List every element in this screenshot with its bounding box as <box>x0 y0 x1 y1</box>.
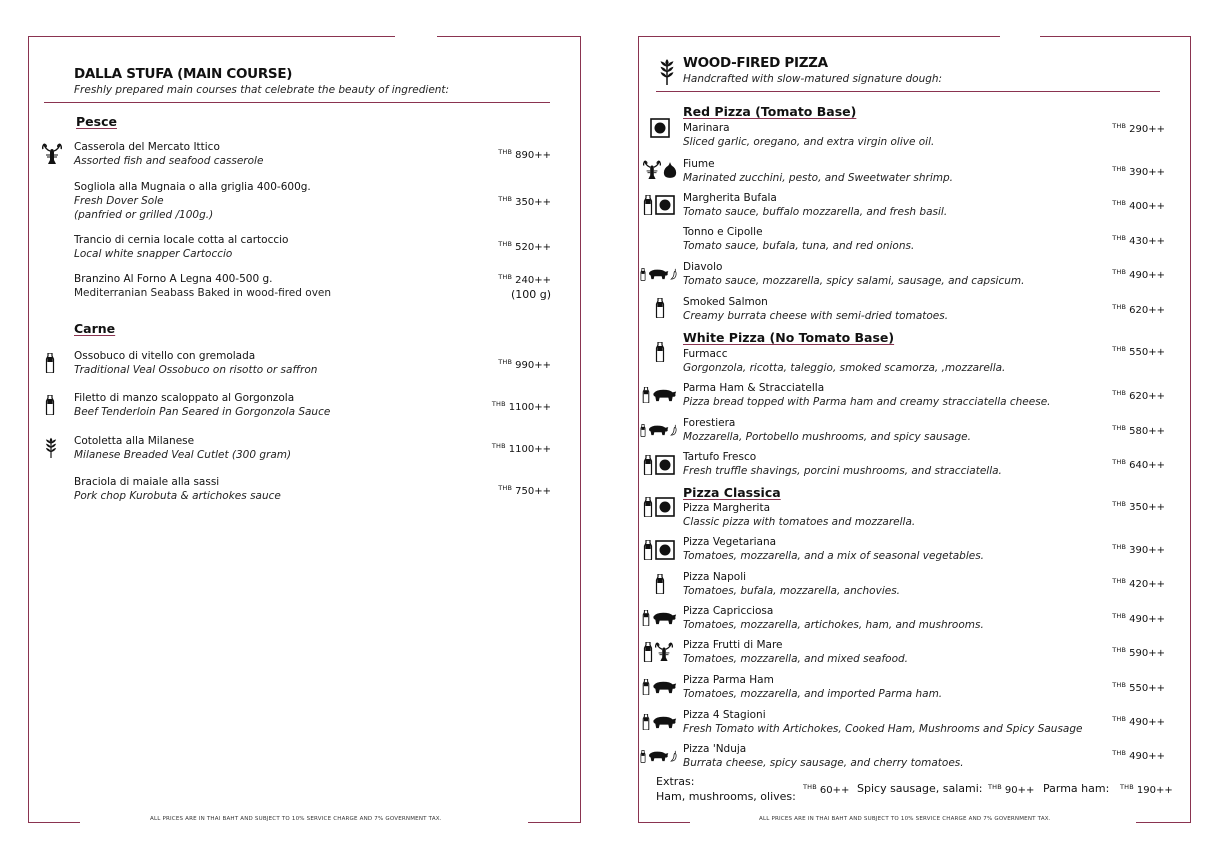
menu-item <box>683 673 942 701</box>
dish-name: Cotoletta alla Milanese <box>74 435 195 447</box>
pizza-icons <box>643 159 677 181</box>
pizza-price: $^{THB}$ 490++ <box>1112 268 1165 281</box>
menu-item <box>74 391 330 419</box>
pizza-price: $^{THB}$ 490++ <box>1112 715 1165 728</box>
extras-item-spicy-sausage-salami: Spicy sausage, salami: <box>857 782 983 795</box>
dish-price: $^{THB}$ 350++ <box>498 195 551 208</box>
pizza-title: WOOD-FIRED PIZZA <box>683 55 828 71</box>
tomato-base-icon <box>655 455 675 475</box>
extras-price: $^{THB}$ 90++ <box>988 783 1035 796</box>
pizza-name: Fiume <box>683 158 715 170</box>
dish-price: $^{THB}$ 240++ <box>498 273 551 286</box>
pig-icon <box>651 611 677 625</box>
pizza-description: Tomatoes, mozzarella, and a mix of seasonal vegetables. <box>683 550 985 562</box>
pizza-icons <box>655 341 665 363</box>
pizza-name: Pizza 'Nduja <box>683 743 747 755</box>
pizza-icons <box>643 194 675 216</box>
pizza-name: Forestiera <box>683 417 736 429</box>
pizza-price: $^{THB}$ 490++ <box>1112 612 1165 625</box>
pizza-description: Fresh Tomato with Artichokes, Cooked Ham, Mushrooms and Spicy Sausage <box>683 723 1083 735</box>
pizza-name: Pizza Margherita <box>683 502 771 514</box>
milk-bottle-icon <box>655 298 665 318</box>
pizza-icons <box>643 641 673 663</box>
menu-item <box>683 604 984 632</box>
menu-item <box>683 121 934 149</box>
wheat-icon <box>44 436 58 458</box>
pizza-description: Tomatoes, mozzarella, and mixed seafood. <box>683 653 909 665</box>
menu-item <box>74 140 263 168</box>
price-footnote: ALL PRICES ARE IN THAI BAHT AND SUBJECT TO 10% SERVICE CHARGE AND 7% GOVERNMENT TAX. <box>150 816 442 822</box>
menu-item <box>683 535 984 563</box>
pizza-name: Pizza Napoli <box>683 571 747 583</box>
pig-icon <box>647 750 669 762</box>
pizza-name: Furmacc <box>683 348 728 360</box>
dish-icons <box>42 143 62 165</box>
pizza-description: Creamy burrata cheese with semi-dried tomatoes. <box>683 310 949 322</box>
dish-name: Ossobuco di vitello con gremolada <box>74 350 256 362</box>
pizza-name: Marinara <box>683 122 730 134</box>
pizza-price: $^{THB}$ 430++ <box>1112 234 1165 247</box>
pizza-icons <box>642 607 677 629</box>
pig-icon <box>647 424 669 436</box>
pizza-classica-heading: Pizza Classica <box>683 485 781 500</box>
milk-bottle-icon <box>642 714 650 730</box>
menu-item <box>683 501 915 529</box>
pizza-icons <box>642 676 677 698</box>
dish-name: Braciola di maiale alla sassi <box>74 476 220 488</box>
pizza-price: $^{THB}$ 550++ <box>1112 681 1165 694</box>
pizza-description: Mozzarella, Portobello mushrooms, and spicy sausage. <box>683 431 971 443</box>
pizza-price: $^{THB}$ 390++ <box>1112 543 1165 556</box>
frame-gap <box>395 35 437 38</box>
lobster-icon <box>643 159 661 181</box>
pizza-icons <box>655 297 665 319</box>
pizza-description: Fresh truffle shavings, porcini mushrooms, and stracciatella. <box>683 465 1002 477</box>
menu-item <box>74 180 311 222</box>
pizza-name: Smoked Salmon <box>683 296 768 308</box>
tomato-base-icon <box>650 118 670 138</box>
milk-bottle-icon <box>640 424 646 437</box>
dish-description: Local white snapper Cartoccio <box>74 248 233 260</box>
menu-item <box>74 272 331 300</box>
pizza-price: $^{THB}$ 640++ <box>1112 458 1165 471</box>
extras-label: Extras: <box>656 775 695 788</box>
dish-description: Pork chop Kurobuta & artichokes sauce <box>74 490 281 502</box>
dish-description: Assorted fish and seafood casserole <box>74 155 264 167</box>
dish-price: $^{THB}$ 990++ <box>498 358 551 371</box>
pizza-name: Pizza Vegetariana <box>683 536 777 548</box>
menu-item <box>683 157 953 185</box>
menu-item <box>74 434 291 462</box>
milk-bottle-icon <box>643 195 653 215</box>
frame-gap <box>1000 35 1040 38</box>
divider <box>44 102 550 103</box>
dish-price: $^{THB}$ 890++ <box>498 148 551 161</box>
menu-item <box>683 225 914 253</box>
pizza-description: Classic pizza with tomatoes and mozzarella. <box>683 516 916 528</box>
menu-item <box>683 708 1083 736</box>
dish-icons <box>44 436 58 458</box>
dish-description-note: (panfried or grilled /100g.) <box>74 209 214 221</box>
dish-description: Mediterranian Seabass Baked in wood-fired oven <box>74 287 332 299</box>
lobster-icon <box>42 143 62 165</box>
milk-bottle-icon <box>642 610 650 626</box>
milk-bottle-icon <box>45 395 55 415</box>
pizza-price: $^{THB}$ 490++ <box>1112 749 1165 762</box>
chili-icon <box>670 750 678 762</box>
red-pizza-heading: Red Pizza (Tomato Base) <box>683 104 857 119</box>
pizza-description: Tomatoes, mozzarella, artichokes, ham, and mushrooms. <box>683 619 984 631</box>
menu-item <box>683 295 948 323</box>
menu-item <box>683 638 908 666</box>
pizza-price: $^{THB}$ 620++ <box>1112 303 1165 316</box>
pizza-price: $^{THB}$ 400++ <box>1112 199 1165 212</box>
pizza-description: Gorgonzola, ricotta, taleggio, smoked scamorza, ,mozzarella. <box>683 362 1006 374</box>
milk-bottle-icon <box>640 268 646 281</box>
menu-item <box>683 742 964 770</box>
main-course-title: DALLA STUFA (MAIN COURSE) <box>74 66 293 82</box>
tomato-base-icon <box>655 195 675 215</box>
dish-name: Branzino Al Forno A Legna 400-500 g. <box>74 273 273 285</box>
tomato-base-icon <box>655 497 675 517</box>
milk-bottle-icon <box>45 353 55 373</box>
pig-icon <box>651 680 677 694</box>
pizza-price: $^{THB}$ 350++ <box>1112 500 1165 513</box>
pizza-description: Pizza bread topped with Parma ham and creamy stracciatella cheese. <box>683 396 1051 408</box>
pizza-name: Pizza Capricciosa <box>683 605 774 617</box>
milk-bottle-icon <box>642 679 650 695</box>
divider <box>656 91 1160 92</box>
milk-bottle-icon <box>642 387 650 403</box>
dish-description: Fresh Dover Sole <box>74 195 164 207</box>
pig-icon <box>647 268 669 280</box>
pig-icon <box>651 715 677 729</box>
menu-item <box>74 349 317 377</box>
dish-name: Trancio di cernia locale cotta al cartoccio <box>74 234 289 246</box>
milk-bottle-icon <box>643 497 653 517</box>
pizza-price: $^{THB}$ 620++ <box>1112 389 1165 402</box>
dish-name: Casserola del Mercato Ittico <box>74 141 220 153</box>
menu-item <box>74 233 288 261</box>
extras-price: $^{THB}$ 190++ <box>1120 783 1173 796</box>
pizza-icons <box>640 263 678 285</box>
pizza-icons <box>655 573 665 595</box>
milk-bottle-icon <box>640 750 646 763</box>
pizza-name: Pizza Frutti di Mare <box>683 639 783 651</box>
pizza-description: Burrata cheese, spicy sausage, and cherry tomatoes. <box>683 757 964 769</box>
main-course-subtitle: Freshly prepared main courses that celebrate the beauty of ingredient: <box>74 84 450 96</box>
white-pizza-heading: White Pizza (No Tomato Base) <box>683 330 895 345</box>
dish-price: $^{THB}$ 1100++ <box>491 442 551 455</box>
menu-item <box>683 416 971 444</box>
lobster-icon <box>655 641 673 663</box>
dish-icons <box>45 352 55 374</box>
pizza-name: Pizza 4 Stagioni <box>683 709 766 721</box>
pizza-description: Marinated zucchini, pesto, and Sweetwater shrimp. <box>683 172 953 184</box>
milk-bottle-icon <box>643 642 653 662</box>
pizza-price: $^{THB}$ 590++ <box>1112 646 1165 659</box>
garlic-icon <box>663 161 677 179</box>
pizza-icons <box>643 454 675 476</box>
pizza-description: Tomato sauce, bufala, tuna, and red onions. <box>683 240 915 252</box>
pizza-icons <box>643 539 675 561</box>
pizza-subtitle: Handcrafted with slow-matured signature dough: <box>683 73 943 85</box>
dish-icons <box>45 394 55 416</box>
chili-icon <box>670 268 678 280</box>
pesce-heading: Pesce <box>76 114 117 129</box>
pizza-price: $^{THB}$ 550++ <box>1112 345 1165 358</box>
pizza-description: Tomato sauce, buffalo mozzarella, and fresh basil. <box>683 206 948 218</box>
milk-bottle-icon <box>643 455 653 475</box>
extras-price: $^{THB}$ 60++ <box>803 783 850 796</box>
pizza-price: $^{THB}$ 390++ <box>1112 165 1165 178</box>
pizza-description: Sliced garlic, oregano, and extra virgin olive oil. <box>683 136 935 148</box>
pizza-name: Margherita Bufala <box>683 192 777 204</box>
pizza-icons <box>640 419 678 441</box>
tomato-base-icon <box>655 540 675 560</box>
dish-description: Milanese Breaded Veal Cutlet (300 gram) <box>74 449 292 461</box>
extras-item-parma-ham: Parma ham: <box>1043 782 1110 795</box>
pizza-name: Tartufo Fresco <box>683 451 757 463</box>
pizza-icons <box>650 117 670 139</box>
pizza-price: $^{THB}$ 290++ <box>1112 122 1165 135</box>
menu-item <box>683 260 1024 288</box>
dish-price: $^{THB}$ 1100++ <box>491 400 551 413</box>
menu-item <box>683 570 900 598</box>
dish-price: $^{THB}$ 520++ <box>498 240 551 253</box>
milk-bottle-icon <box>655 342 665 362</box>
pizza-price: $^{THB}$ 420++ <box>1112 577 1165 590</box>
chili-icon <box>670 424 678 436</box>
extras-item-ham-mushrooms-olives: Ham, mushrooms, olives: <box>656 790 796 803</box>
pig-icon <box>651 388 677 402</box>
pizza-icons <box>642 711 677 733</box>
menu-item <box>683 191 947 219</box>
dish-name: Sogliola alla Mugnaia o alla griglia 400-600g. <box>74 181 311 193</box>
menu-item <box>683 347 1005 375</box>
pizza-name: Tonno e Cipolle <box>683 226 763 238</box>
dish-price-note: (100 g) <box>510 288 551 301</box>
wheat-icon <box>658 57 676 85</box>
pizza-name: Diavolo <box>683 261 723 273</box>
pizza-name: Parma Ham & Stracciatella <box>683 382 825 394</box>
milk-bottle-icon <box>655 574 665 594</box>
menu-item <box>683 381 1051 409</box>
pizza-price: $^{THB}$ 580++ <box>1112 424 1165 437</box>
carne-heading: Carne <box>74 321 116 336</box>
title-icon <box>658 57 676 85</box>
menu-item <box>74 475 281 503</box>
pizza-icons <box>643 496 675 518</box>
milk-bottle-icon <box>643 540 653 560</box>
dish-price: $^{THB}$ 750++ <box>498 484 551 497</box>
pizza-icons <box>642 384 677 406</box>
price-footnote: ALL PRICES ARE IN THAI BAHT AND SUBJECT TO 10% SERVICE CHARGE AND 7% GOVERNMENT TAX. <box>759 816 1051 822</box>
pizza-icons <box>640 745 678 767</box>
pizza-name: Pizza Parma Ham <box>683 674 774 686</box>
pizza-description: Tomatoes, bufala, mozzarella, anchovies. <box>683 585 900 597</box>
menu-item <box>683 450 1002 478</box>
dish-description: Traditional Veal Ossobuco on risotto or saffron <box>74 364 318 376</box>
pizza-description: Tomato sauce, mozzarella, spicy salami, sausage, and capsicum. <box>683 275 1025 287</box>
pizza-description: Tomatoes, mozzarella, and imported Parma ham. <box>683 688 943 700</box>
dish-description: Beef Tenderloin Pan Seared in Gorgonzola Sauce <box>74 406 331 418</box>
dish-name: Filetto di manzo scaloppato al Gorgonzola <box>74 392 295 404</box>
